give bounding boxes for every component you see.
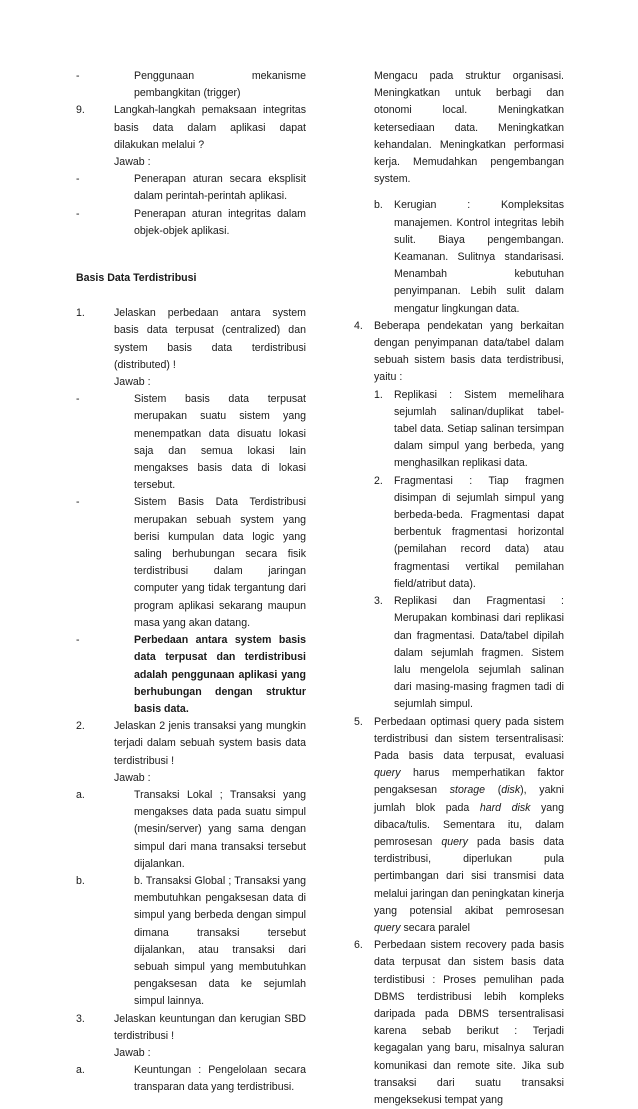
lettered-item — [76, 873, 306, 1011]
question-text: Jelaskan keuntungan dan kerugian SBD terdistribusi ! — [114, 1012, 306, 1042]
dash-item: - Penerapan aturan secara eksplisit dalam perintah-perintah aplikasi. — [76, 171, 306, 205]
item-text: Replikasi : Sistem memelihara sejumlah salinan/duplikat tabel-tabel data. Setiap salinan tersimpan dalam simpul yang berbeda, yang menghasilkan replikasi data. — [394, 388, 564, 470]
question-1 — [76, 305, 306, 391]
item-marker: b. — [374, 199, 383, 212]
lettered-item — [344, 197, 564, 317]
item-text: Replikasi dan Fragmentasi : Merupakan kombinasi dari replikasi dan fragmentasi. Data/tabel dipilah dalam sejumlah fragmen. Sistem lalu mengelola sejumlah salinan dari masing-masing fragmen tadi di sejumlah simpul. — [394, 595, 564, 711]
item-text: Kerugian : Kompleksitas manajemen. Kontrol integritas lebih sulit. Biaya pengembangan. Keamanan. Sulitnya standarisasi. Menambah kebutuhan penyimpanan. Lebih sulit dalam mengatur lingkungan data. — [394, 199, 564, 315]
question-number: 4. — [354, 319, 363, 332]
dash-item: - Sistem basis data terpusat merupakan suatu sistem yang menempatkan data disuatu lokasi saja dan semua lokasi lain mengakses basis data di lokasi tersebut. — [76, 391, 306, 494]
dash-item-text: Perbedaan antara system basis data terpusat dan terdistribusi adalah penggunaan aplikasi yang berhubungan dengan struktur basis data. — [134, 634, 306, 715]
question-text: Beberapa pendekatan yang berkaitan dengan penyimpanan data/tabel dalam sebuah sistem basis data terdistribusi, yaitu : — [374, 319, 564, 384]
italic-term: hard disk — [479, 801, 531, 814]
question-number: 3. — [76, 1012, 85, 1025]
question-text: Perbedaan sistem recovery pada basis data terpusat dan sistem basis data terdistibusi : Proses pemulihan pada DBMS terdistribusi lebih kompleks daripada pada DBMS tersentralisasi karena sebab berikut : Terjadi kegagalan yang baru, misalnya saluran komunikasi dan remote site. Jika sub transaksi dari suatu transaksi mengeksekusi tempat yang — [374, 939, 564, 1106]
question-5 — [344, 714, 564, 938]
question-4 — [344, 318, 564, 387]
italic-term: storage — [449, 784, 486, 797]
question-number: 1. — [76, 307, 85, 320]
section-heading: Basis Data Terdistribusi — [76, 272, 197, 285]
item-text: b. Transaksi Global ; Transaksi yang membutuhkan pengaksesan data di simpul yang berbeda dengan simpul dimana transaksi tersebut dijalankan, atau transaksi dari sebuah simpul yang membutuhkan pengaksesan data ke sejumlah simpul lainnya. — [134, 874, 306, 1008]
question-6 — [344, 937, 564, 1109]
question-number: 9. — [76, 104, 85, 117]
right-column — [344, 68, 564, 1109]
dash-item: - Sistem Basis Data Terdistribusi merupakan sebuah system yang berisi kumpulan data logic yang saling berhubungan secara fisik terdistribusi dalam jaringan computer yang tidak tergantung dari program aplikasi sekarang maupun masa yang akan datang. — [76, 494, 306, 632]
dash-marker: - — [76, 70, 80, 82]
numbered-item — [344, 473, 564, 593]
question-9 — [76, 102, 306, 171]
item-marker: a. — [76, 788, 85, 801]
numbered-item — [344, 593, 564, 713]
dash-item: - Penerapan aturan integritas dalam objek-objek aplikasi. — [76, 206, 306, 240]
item-text: Keuntungan : Pengelolaan secara transparan data yang terdistribusi. — [134, 1064, 306, 1094]
italic-term: query — [374, 767, 401, 780]
dash-item-text: Penerapan aturan secara eksplisit dalam perintah-perintah aplikasi. — [134, 173, 306, 203]
question-text: Jelaskan perbedaan antara system basis data terpusat (centralized) dan system basis data terdistribusi (distributed) ! — [114, 307, 306, 371]
item-text: Transaksi Lokal ; Transaksi yang mengakses data pada suatu simpul (mesin/server) yang sama dengan simpul dari mana transaksi tersebut dijalankan. — [134, 788, 306, 870]
lettered-item — [76, 1062, 306, 1096]
dash-item-bold: - Perbedaan antara system basis data terpusat dan terdistribusi adalah penggunaan aplikasi yang berhubungan dengan struktur basis data. — [76, 632, 306, 718]
answer-label: Jawab : — [114, 376, 151, 389]
numbered-item — [344, 387, 564, 473]
question-text: Langkah-langkah pemaksaan integritas basis data dalam aplikasi dapat dilakukan melalui ? — [114, 104, 306, 151]
dash-item-trigger — [76, 68, 306, 102]
italic-term: disk — [501, 784, 521, 797]
item-marker: 1. — [374, 388, 383, 401]
question-3 — [76, 1011, 306, 1063]
item-marker: b. — [76, 874, 85, 887]
question-number: 2. — [76, 720, 85, 733]
item-text: Fragmentasi : Tiap fragmen disimpan di sejumlah simpul yang berbeda-beda. Fragmentasi dapat berbentuk fragmentasi horizontal (pemilahan record data) atau fragmentasi vertikal pemilahan field/atribut data). — [394, 474, 564, 590]
question-number: 6. — [354, 939, 363, 952]
answer-label: Jawab : — [114, 771, 151, 784]
continued-text: Mengacu pada struktur organisasi. Meningkatkan untuk berbagi dan otonomi local. Meningkatkan ketersediaan data. Meningkatkan kehandalan. Meningkatkan performasi kerja. Memudahkan pengembangan system. — [374, 70, 564, 186]
dash-item-text: Sistem basis data terpusat merupakan suatu sistem yang menempatkan data disuatu lokasi saja dan semua lokasi lain mengakses basis data di lokasi tersebut. — [134, 393, 306, 492]
lettered-item — [76, 787, 306, 873]
italic-term: query — [441, 835, 468, 848]
italic-term: query — [374, 921, 401, 934]
question-2 — [76, 718, 306, 787]
left-column — [76, 68, 306, 1097]
question-text: Jelaskan 2 jenis transaksi yang mungkin terjadi dalam sebuah system basis data terdistribusi ! — [114, 720, 306, 767]
answer-label: Jawab : — [114, 1046, 151, 1059]
item-marker: a. — [76, 1064, 85, 1077]
dash-item-text: Sistem Basis Data Terdistribusi merupakan sebuah system yang berisi kumpulan data logic yang saling berhubungan secara fisik terdistribusi dalam jaringan computer yang tidak tergantung dari program aplikasi sekarang maupun masa yang akan datang. — [134, 496, 306, 629]
question-number: 5. — [354, 715, 363, 728]
answer-label: Jawab : — [114, 156, 151, 169]
dash-item-text: Penerapan aturan integritas dalam objek-objek aplikasi. — [134, 207, 306, 237]
item-marker: 2. — [374, 474, 383, 487]
item-marker: 3. — [374, 595, 383, 608]
dash-item-text: Penggunaan mekanisme pembangkitan (trigger) — [134, 70, 306, 100]
question-text: Perbedaan optimasi query pada sistem terdistribusi dan sistem tersentralisasi: Pada basis data terpusat, evaluasi query harus memperhatikan faktor pengaksesan storage (disk), yakni jumlah blok pada hard disk yang dibaca/tulis. Sementara itu, dalam pemrosesan query pada basis data terdistribusi, diperlukan pula pertimbangan dari sisi transmisi data melalui jaringan dan peningkatan kinerja yang potensial akibat pemrosesan query secara paralel — [374, 715, 564, 934]
